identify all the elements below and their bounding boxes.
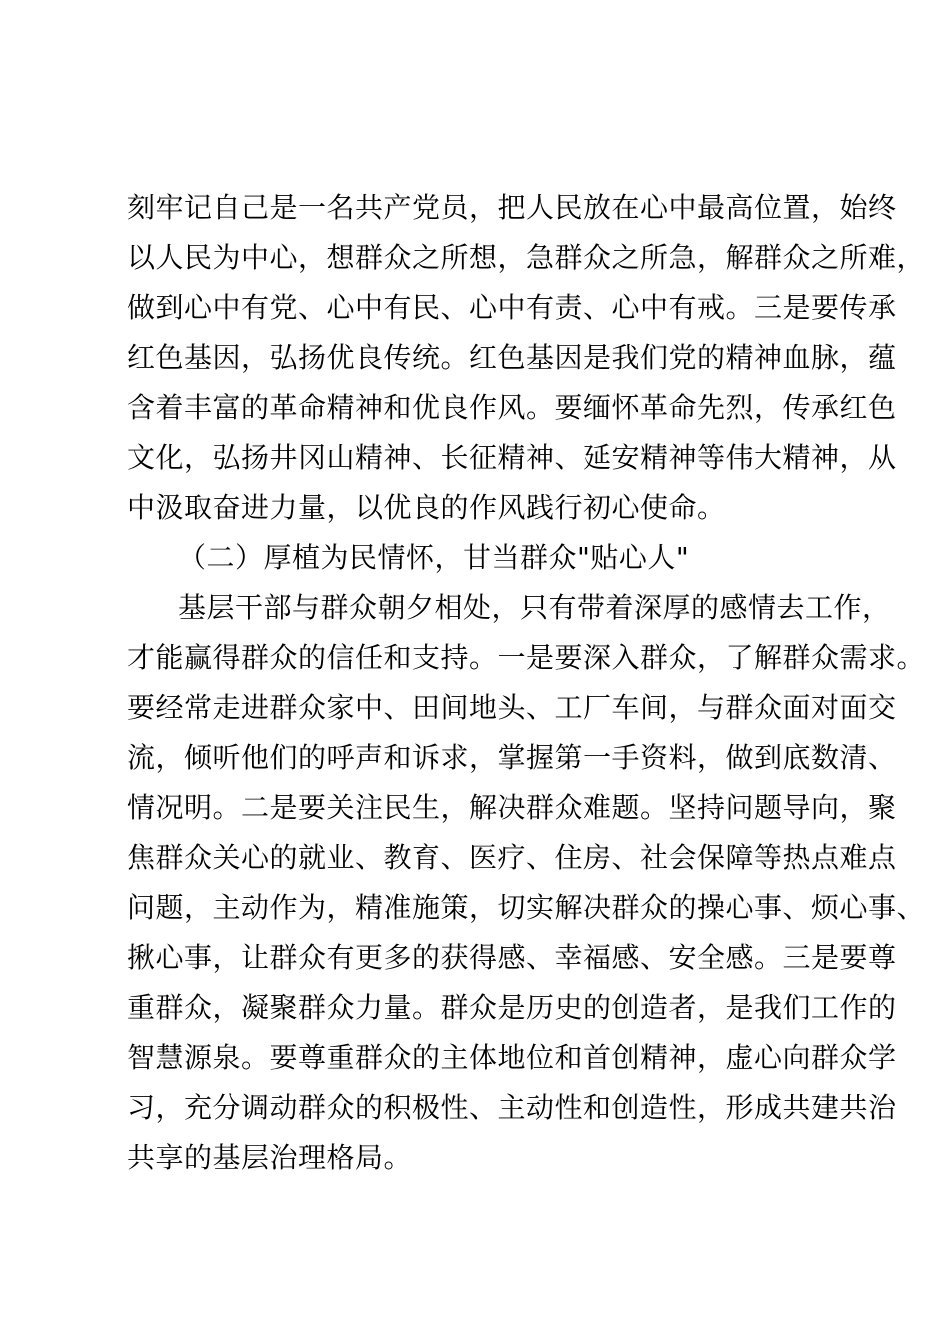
paragraph-line: 要经常走进群众家中、田间地头、工厂车间，与群众面对面交: [127, 691, 897, 724]
paragraph-line: 习，充分调动群众的积极性、主动性和创造性，形成共建共治: [127, 1091, 897, 1124]
paragraph-line: 问题，主动作为，精准施策，切实解决群众的操心事、烦心事、: [127, 891, 926, 924]
paragraph-line: 焦群众关心的就业、教育、医疗、住房、社会保障等热点难点: [127, 841, 897, 874]
paragraph-line: 基层干部与群众朝夕相处，只有带着深厚的感情去工作，: [178, 591, 891, 624]
paragraph-line: 智慧源泉。要尊重群众的主体地位和首创精神，虚心向群众学: [127, 1041, 897, 1074]
paragraph-line: 情况明。二是要关注民生，解决群众难题。坚持问题导向，聚: [127, 791, 897, 824]
paragraph-line: 文化，弘扬井冈山精神、长征精神、延安精神等伟大精神，从: [127, 441, 897, 474]
section-heading: （二）厚植为民情怀，甘当群众"贴心人": [178, 541, 690, 574]
paragraph-line: 揪心事，让群众有更多的获得感、幸福感、安全感。三是要尊: [127, 941, 897, 974]
paragraph-line: 中汲取奋进力量，以优良的作风践行初心使命。: [127, 491, 726, 524]
paragraph-line: 以人民为中心，想群众之所想，急群众之所急，解群众之所难，: [127, 241, 926, 274]
paragraph-line: 含着丰富的革命精神和优良作风。要缅怀革命先烈，传承红色: [127, 391, 897, 424]
paragraph-line: 做到心中有党、心中有民、心中有责、心中有戒。三是要传承: [127, 291, 897, 324]
paragraph-line: 红色基因，弘扬优良传统。红色基因是我们党的精神血脉，蕴: [127, 341, 897, 374]
paragraph-line: 刻牢记自己是一名共产党员，把人民放在心中最高位置，始终: [127, 191, 897, 224]
paragraph-line: 流，倾听他们的呼声和诉求，掌握第一手资料，做到底数清、: [127, 741, 897, 774]
paragraph-line: 重群众，凝聚群众力量。群众是历史的创造者，是我们工作的: [127, 991, 897, 1024]
paragraph-line: 才能赢得群众的信任和支持。一是要深入群众，了解群众需求。: [127, 641, 926, 674]
paragraph-line: 共享的基层治理格局。: [127, 1141, 413, 1174]
